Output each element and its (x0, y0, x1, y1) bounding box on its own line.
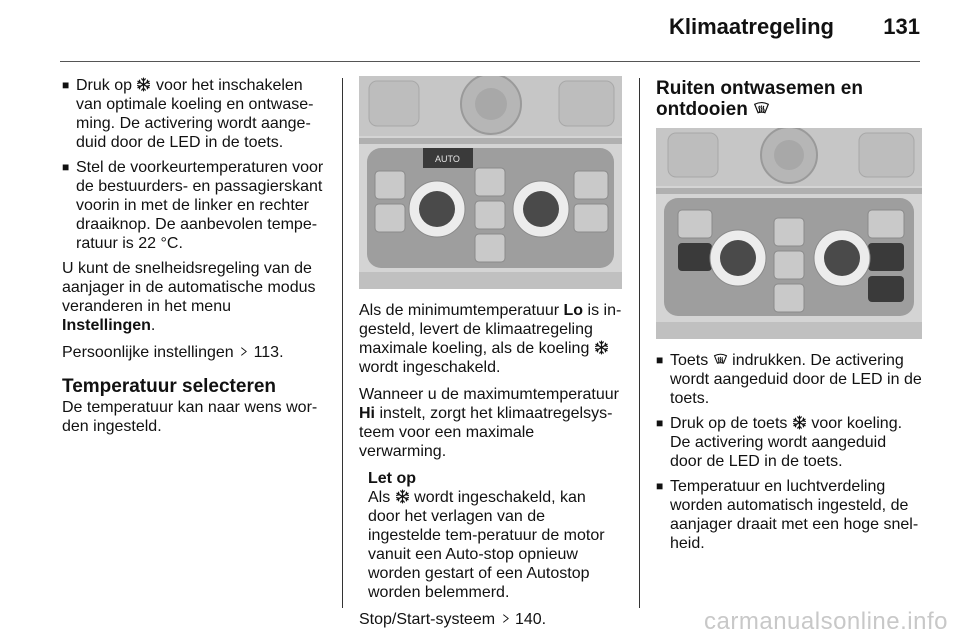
heading-defrost: Ruiten ontwasemen en ontdooien (656, 78, 863, 120)
snowflake-icon (594, 340, 609, 355)
snowflake-icon (395, 489, 410, 504)
arrow-right-icon (238, 346, 249, 357)
page-header (0, 14, 960, 54)
bullet-text-post: voor het inschakelen van optimale koeling en ontwasе-ming. De activering wordt aange-duid door de LED in de toets. (76, 77, 314, 151)
bullet-text: Stel de voorkeurtemperaturen voor de bestuurders- en passagierskant voorin in met de linker en rechter draaiknop. De aanbevolen tempe-ratuur is 22 °C. (76, 159, 324, 252)
snowflake-icon (136, 77, 151, 92)
page-number: 131 (883, 14, 920, 39)
paragraph-hi: Wanneer u de maximumtemperatuur Hi instelt, zorgt het klimaatregelsys-teem voor een maximale verwarming. (359, 386, 619, 460)
paragraph-temperature: De temperatuur kan naar wens wor-den ingesteld. (62, 399, 318, 435)
heading-temperature: Temperatuur selecteren (62, 376, 277, 397)
list-item: ■ Toets indrukken. De activering wordt aangeduid door de LED in de toets. (656, 352, 922, 407)
watermark: carmanualsonline.info (704, 608, 948, 635)
column-divider-2 (639, 78, 640, 608)
defrost-icon (713, 352, 728, 367)
note-title: Let op (368, 470, 416, 487)
column-2 (359, 76, 622, 637)
list-item (62, 158, 327, 253)
page-reference[interactable]: 113. (253, 344, 284, 361)
climate-panel-photo (359, 76, 622, 289)
column-3 (656, 76, 922, 559)
arrow-right-icon (500, 613, 511, 624)
column-1 (62, 76, 327, 444)
bullet-icon: ■ (62, 78, 70, 92)
note-box: Let op Als wordt ingeschakeld, kan door het verlagen van de ingestelde tem-peratuur de motor vanuit een Auto-stop opnieuw worden gestart of een Autostop worden belemmerd. (359, 469, 622, 602)
bullet-icon: ■ (656, 416, 664, 430)
list-item: ■ Temperatuur en luchtverdeling worden automatisch ingesteld, de aanjager draait met een hoge snel-heid. (656, 478, 919, 552)
column-divider-1 (342, 78, 343, 608)
bullet-icon: ■ (62, 160, 70, 174)
paragraph-lo: Als de minimumtemperatuur Lo is in-gesteld, levert de klimaatregeling maximale koeling, als de koeling wordt ingeschakeld. (359, 302, 622, 376)
auto-button-label: AUTO (435, 154, 460, 164)
paragraph-fan-control: U kunt de snelheidsregeling van de aanjager in de automatische modus veranderen in het menu Instellingen. (62, 260, 316, 334)
snowflake-icon (792, 415, 807, 430)
page-reference[interactable]: 140. (514, 611, 547, 628)
paragraph-personal-settings: Persoonlijke instellingen 113. (62, 344, 284, 361)
paragraph-stop-start: Stop/Start-systeem 140. (359, 611, 547, 628)
list-item (62, 76, 327, 152)
bullet-icon: ■ (656, 479, 664, 493)
defrost-icon (753, 100, 770, 117)
menu-name: Instellingen (62, 317, 151, 334)
bullet-text-pre: Druk op (76, 77, 133, 94)
page-title: Klimaatregeling (668, 14, 834, 39)
header-rule (60, 61, 920, 62)
list-item: ■ Druk op de toets voor koeling. De activering wordt aangeduid door de LED in de toets. (656, 415, 903, 470)
lo-setting: Lo (563, 302, 584, 319)
hi-setting: Hi (359, 405, 375, 422)
defrost-panel-photo (656, 128, 922, 339)
bullet-icon: ■ (656, 353, 664, 367)
